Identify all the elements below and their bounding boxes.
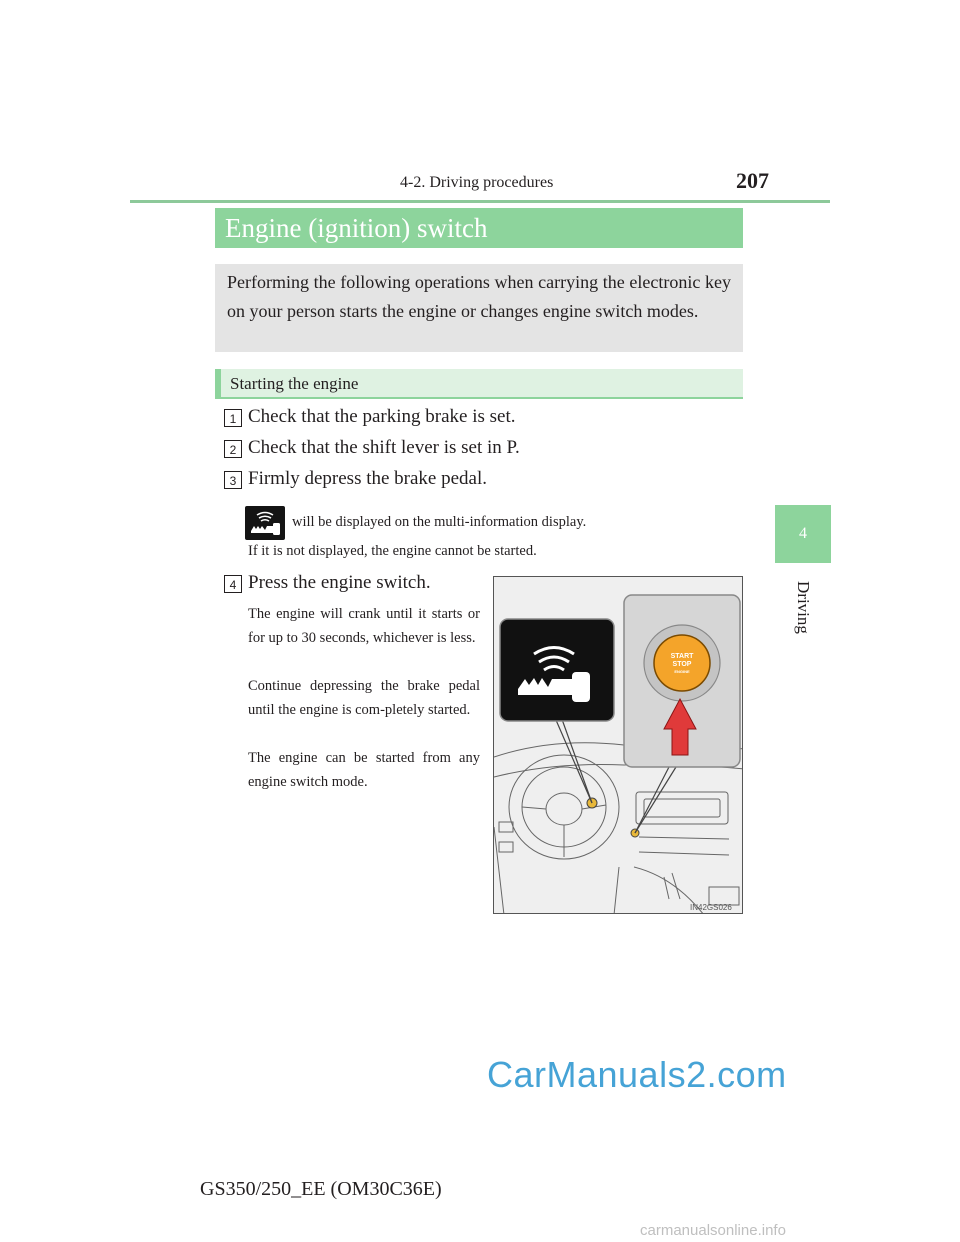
intro-paragraph: Performing the following operations when carrying the electronic key on your person starts the engine or changes engine switch modes. (215, 264, 743, 352)
manual-code: GS350/250_EE (OM30C36E) (200, 1178, 442, 1200)
step-text-2: Check that the shift lever is set in P. (248, 437, 520, 458)
page-number: 207 (736, 168, 769, 193)
step-text-4: Press the engine switch. (248, 572, 431, 593)
step4-note-crank: The engine will crank until it starts or for up to 30 seconds, whichever is less. (248, 606, 480, 646)
step-text-1: Check that the parking brake is set. (248, 406, 516, 427)
start-button-label-line2: STOP (672, 661, 692, 668)
key-indicator-icon (245, 506, 285, 540)
step-text-3: Firmly depress the brake pedal. (248, 468, 488, 489)
step3-note-warning: If it is not displayed, the engine cannot be started. (248, 543, 537, 559)
start-button-label-line3: ENGINE (674, 669, 690, 674)
engine-switch-illustration (493, 576, 743, 914)
chapter-tab (775, 505, 831, 563)
chapter-label: Driving (794, 581, 813, 634)
section-header: 4-2. Driving procedures (400, 174, 554, 191)
step3-note-display: will be displayed on the multi-information display. (292, 514, 587, 530)
bottom-watermark: carmanualsonline.info (640, 1222, 786, 1239)
step-number-4: 4 (224, 575, 242, 593)
chapter-number: 4 (799, 525, 807, 542)
start-button-label-line1: START (670, 653, 694, 660)
step4-note-any-mode: The engine can be started from any engine switch mode. (248, 750, 480, 790)
header-divider (130, 200, 830, 203)
page-title: Engine (ignition) switch (215, 208, 743, 248)
subheading: Starting the engine (215, 369, 743, 399)
illustration-code: IN42GS026 (690, 903, 732, 912)
step-number-1: 1 (224, 409, 242, 427)
step-number-3: 3 (224, 471, 242, 489)
watermark-logo: CarManuals2.com (487, 1054, 787, 1095)
step-number-2: 2 (224, 440, 242, 458)
step4-note-continue: Continue depressing the brake pedal until the engine is com-pletely started. (248, 678, 480, 718)
